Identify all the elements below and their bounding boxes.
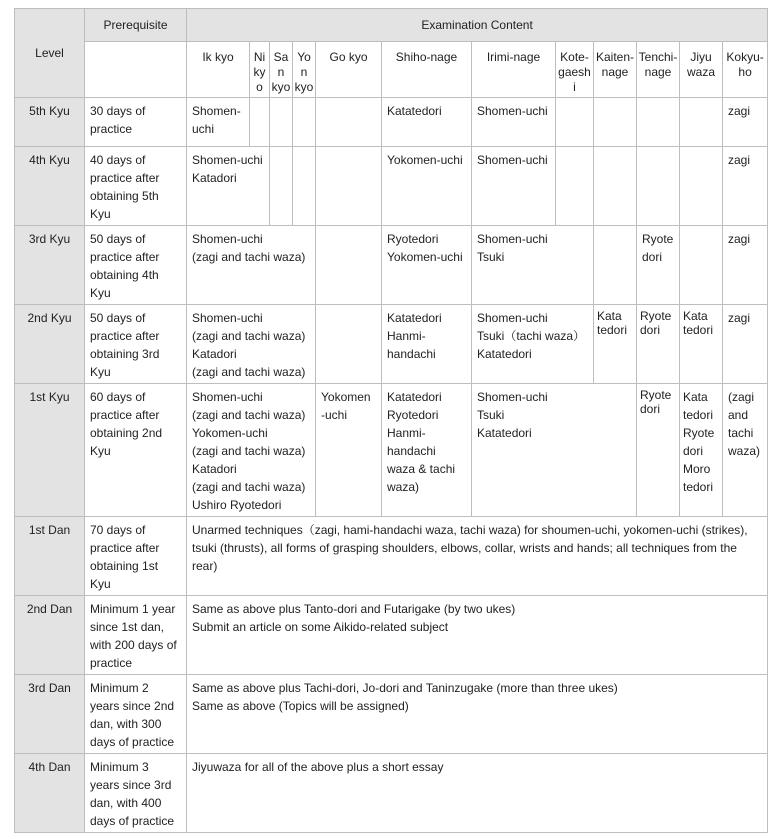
tenchinage-cell: Ryote dori [637,384,680,517]
prerequisite-cell: 50 days of practice after obtaining 3rd Kyu [85,305,187,384]
kokyuho-cell: zagi [723,226,768,305]
shihonage-cell: Katatedori [382,98,472,147]
empty-cell [316,147,382,226]
tenchinage-cell: Ryote dori [637,305,680,384]
table-row [15,147,768,226]
technique-header-iriminage: Irimi-nage [472,42,556,98]
level-cell: 1st Dan [15,517,85,596]
prerequisite-cell: Minimum 3 years since 3rd dan, with 400 days of practice [85,754,187,833]
technique-header-jiyuwaza: Jiyu waza [680,42,723,98]
empty-cell [594,226,637,305]
table-row [15,675,768,754]
level-header: Level [15,9,85,98]
empty-cell [556,98,594,147]
iriminage-cell: Shomen-uchi [472,98,556,147]
shihonage-cell: Katatedori Hanmi-handachi [382,305,472,384]
iriminage-cell: Shomen-uchi Tsuki Katatedori [472,384,637,517]
technique-header-nikyo: Ni kyo [250,42,270,98]
level-cell: 4th Kyu [15,147,85,226]
level-cell: 2nd Kyu [15,305,85,384]
iriminage-cell: Shomen-uchi Tsuki [472,226,594,305]
kaitennage-cell: Kata tedori [594,305,637,384]
level-cell: 3rd Dan [15,675,85,754]
empty-cell [637,147,680,226]
empty-cell [293,147,316,226]
level-cell: 3rd Kyu [15,226,85,305]
technique-header-shihonage: Shiho-nage [382,42,472,98]
level-cell: 4th Dan [15,754,85,833]
shihonage-cell: Ryotedori Yokomen-uchi [382,226,472,305]
dan-content-cell: Same as above plus Tachi-dori, Jo-dori and Taninzugake (more than three ukes) Same as above (Topics will be assigned) [187,675,768,754]
prerequisite-cell: 60 days of practice after obtaining 2nd Kyu [85,384,187,517]
dan-content-cell: Jiyuwaza for all of the above plus a short essay [187,754,768,833]
empty-cell [594,147,637,226]
iriminage-cell: Shomen-uchi Tsuki（tachi waza） Katatedori [472,305,594,384]
level-cell: 2nd Dan [15,596,85,675]
kokyuho-cell: (zagi and tachi waza) [723,384,768,517]
prerequisite-cell: 40 days of practice after obtaining 5th Kyu [85,147,187,226]
empty-cell [293,98,316,147]
technique-header-ikkyo: Ik kyo [187,42,250,98]
ikkyo-cell: Shomen-uchi [187,98,250,147]
technique-header-gokyo: Go kyo [316,42,382,98]
prerequisite-subheader-blank [85,42,187,98]
table-row [15,384,768,517]
technique-header-yonkyo: Yon kyo [293,42,316,98]
technique-header-kokyuho: Kokyu-ho [723,42,768,98]
dan-content-cell: Unarmed techniques（zagi, hami-handachi waza, tachi waza) for shoumen-uchi, yokomen-uchi (strikes), tsuki (thrusts), all forms of grasping shoulders, elbows, collar, wrists and hands; all techniques from the rear) [187,517,768,596]
ikkyo-cell: Shomen-uchi Katadori [187,147,270,226]
tenchinage-cell: Ryote dori [637,226,680,305]
prerequisite-cell: 50 days of practice after obtaining 4th Kyu [85,226,187,305]
table-row [15,98,768,147]
shihonage-cell: Katatedori Ryotedori Hanmi-handachi waza & tachi waza) [382,384,472,517]
ikkyo-cell: Shomen-uchi (zagi and tachi waza) [187,226,316,305]
iriminage-cell: Shomen-uchi [472,147,556,226]
level-cell: 5th Kyu [15,98,85,147]
prerequisite-cell: Minimum 1 year since 1st dan, with 200 days of practice [85,596,187,675]
kokyuho-cell: zagi [723,147,768,226]
ikkyo-cell: Shomen-uchi (zagi and tachi waza) Katadori (zagi and tachi waza) [187,305,316,384]
jiyuwaza-cell: Kata tedori [680,305,723,384]
examination-content-header: Examination Content [187,9,768,42]
prerequisite-cell: 30 days of practice [85,98,187,147]
empty-cell [270,147,293,226]
empty-cell [680,98,723,147]
empty-cell [556,147,594,226]
table-row [15,596,768,675]
empty-cell [594,98,637,147]
kokyuho-cell: zagi [723,98,768,147]
empty-cell [680,147,723,226]
empty-cell [270,98,293,147]
empty-cell [316,226,382,305]
gokyo-cell: Yokomen -uchi [316,384,382,517]
ikkyo-cell: Shomen-uchi (zagi and tachi waza) Yokomen-uchi (zagi and tachi waza) Katadori (zagi and tachi waza) Ushiro Ryotedori [187,384,316,517]
technique-header-tenchinage: Tenchi-nage [637,42,680,98]
table-row [15,517,768,596]
kokyuho-cell: zagi [723,305,768,384]
table-row [15,305,768,384]
technique-header-kaitennage: Kaiten-nage [594,42,637,98]
technique-header-kotegaeshi: Kote-gaeshi [556,42,594,98]
empty-cell [316,98,382,147]
table-row [15,226,768,305]
prerequisite-cell: Minimum 2 years since 2nd dan, with 300 days of practice [85,675,187,754]
level-cell: 1st Kyu [15,384,85,517]
technique-header-sankyo: San kyo [270,42,293,98]
shihonage-cell: Yokomen-uchi [382,147,472,226]
empty-cell [316,305,382,384]
empty-cell [250,98,270,147]
dan-content-cell: Same as above plus Tanto-dori and Futarigake (by two ukes) Submit an article on some Aikido-related subject [187,596,768,675]
jiyuwaza-cell: Kata tedori Ryote dori Moro tedori [680,384,723,517]
prerequisite-header: Prerequisite [85,9,187,42]
empty-cell [637,98,680,147]
empty-cell [680,226,723,305]
aikido-grade-table [14,8,768,833]
prerequisite-cell: 70 days of practice after obtaining 1st Kyu [85,517,187,596]
